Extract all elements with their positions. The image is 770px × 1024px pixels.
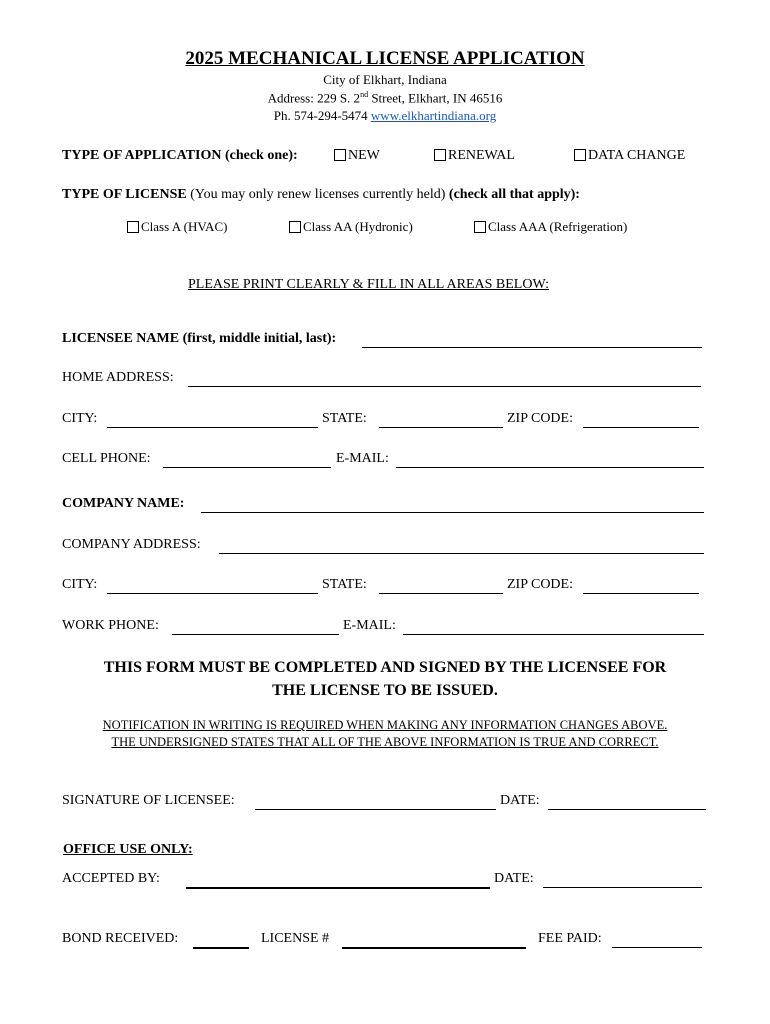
work-phone-field[interactable]: [172, 620, 339, 635]
company-name-field[interactable]: [201, 498, 704, 513]
license-number-field[interactable]: [342, 933, 526, 949]
home-state-label: STATE:: [322, 411, 367, 426]
license-type-bold2: (check all that apply):: [448, 187, 580, 202]
checkbox-class-aaa[interactable]: [474, 221, 486, 233]
notice-line-2: THE LICENSE TO BE ISSUED.: [272, 682, 498, 699]
signature-field[interactable]: [255, 795, 496, 810]
accepted-date-label: DATE:: [494, 871, 534, 886]
license-number-label: LICENSE #: [261, 931, 330, 946]
address-sup: nd: [360, 90, 369, 99]
option-new-label: NEW: [348, 148, 380, 163]
form-title: 2025 MECHANICAL LICENSE APPLICATION: [185, 48, 585, 69]
office-use-heading: OFFICE USE ONLY:: [63, 842, 193, 857]
checkbox-class-a[interactable]: [127, 221, 139, 233]
cell-phone-label: CELL PHONE:: [62, 451, 151, 466]
accepted-date-field[interactable]: [543, 873, 702, 888]
home-zip-label: ZIP CODE:: [507, 411, 573, 426]
option-renewal[interactable]: [434, 148, 515, 164]
address-line: [0, 90, 770, 106]
company-address-field[interactable]: [219, 539, 704, 554]
signature-date-field[interactable]: [548, 795, 706, 810]
license-type-note: (You may only renew licenses currently held): [186, 187, 449, 202]
home-city-field[interactable]: [107, 413, 318, 428]
fee-paid-label: FEE PAID:: [538, 931, 602, 946]
company-state-label: STATE:: [322, 577, 367, 592]
application-type-label: TYPE OF APPLICATION (check one):: [62, 148, 298, 163]
option-class-aaa-label: Class AAA (Refrigeration): [488, 219, 628, 234]
license-type-label: [62, 187, 580, 203]
website-link[interactable]: www.elkhartindiana.org: [370, 108, 497, 123]
phone-line: [0, 108, 770, 124]
home-email-field[interactable]: [396, 453, 704, 468]
option-class-a-label: Class A (HVAC): [141, 219, 228, 234]
notification-text: NOTIFICATION IN WRITING IS REQUIRED WHEN MAKING ANY INFORMATION CHANGES ABOVE.: [102, 718, 668, 732]
home-address-label: HOME ADDRESS:: [62, 370, 174, 385]
company-city-field[interactable]: [107, 579, 318, 594]
licensee-name-field[interactable]: [362, 333, 702, 348]
fee-paid-field[interactable]: [612, 933, 702, 948]
signature-date-label: DATE:: [500, 793, 540, 808]
checkbox-renewal[interactable]: [434, 149, 446, 161]
option-class-aaa[interactable]: [474, 219, 627, 235]
option-class-aa-label: Class AA (Hydronic): [303, 219, 413, 234]
home-address-field[interactable]: [188, 372, 701, 387]
work-email-field[interactable]: [403, 620, 704, 635]
option-data-change-label: DATA CHANGE: [588, 148, 686, 163]
address-suffix: Street, Elkhart, IN 46516: [368, 90, 503, 106]
home-email-label: E-MAIL:: [336, 451, 389, 466]
city-line: City of Elkhart, Indiana: [323, 72, 447, 87]
bond-received-label: BOND RECEIVED:: [62, 931, 179, 946]
option-data-change[interactable]: [574, 148, 685, 164]
accepted-by-label: ACCEPTED BY:: [62, 871, 160, 886]
option-new[interactable]: [334, 148, 380, 164]
home-city-label: CITY:: [62, 411, 98, 426]
option-renewal-label: RENEWAL: [448, 148, 515, 163]
company-zip-label: ZIP CODE:: [507, 577, 573, 592]
company-state-field[interactable]: [379, 579, 503, 594]
phone-text: Ph. 574-294-5474: [273, 108, 371, 123]
company-zip-field[interactable]: [583, 579, 699, 594]
company-city-label: CITY:: [62, 577, 98, 592]
accepted-by-field[interactable]: [186, 873, 490, 889]
address-prefix: Address: 229 S. 2: [267, 90, 361, 106]
company-address-label: COMPANY ADDRESS:: [62, 537, 201, 552]
signature-label: SIGNATURE OF LICENSEE:: [62, 793, 235, 808]
work-email-label: E-MAIL:: [343, 618, 396, 633]
certification-text: THE UNDERSIGNED STATES THAT ALL OF THE ABOVE INFORMATION IS TRUE AND CORRECT.: [111, 735, 659, 749]
checkbox-class-aa[interactable]: [289, 221, 301, 233]
notice-line-1: THIS FORM MUST BE COMPLETED AND SIGNED BY THE LICENSEE FOR: [103, 659, 667, 676]
print-instruction: PLEASE PRINT CLEARLY & FILL IN ALL AREAS BELOW:: [188, 277, 550, 292]
work-phone-label: WORK PHONE:: [62, 618, 159, 633]
option-class-a[interactable]: [127, 219, 227, 235]
home-zip-field[interactable]: [583, 413, 699, 428]
option-class-aa[interactable]: [289, 219, 413, 235]
checkbox-new[interactable]: [334, 149, 346, 161]
home-state-field[interactable]: [379, 413, 503, 428]
company-name-label: COMPANY NAME:: [62, 496, 185, 511]
licensee-name-label: LICENSEE NAME (first, middle initial, last):: [62, 331, 337, 346]
cell-phone-field[interactable]: [163, 453, 331, 468]
bond-received-field[interactable]: [193, 933, 249, 949]
license-type-bold: TYPE OF LICENSE: [62, 187, 187, 202]
checkbox-data-change[interactable]: [574, 149, 586, 161]
